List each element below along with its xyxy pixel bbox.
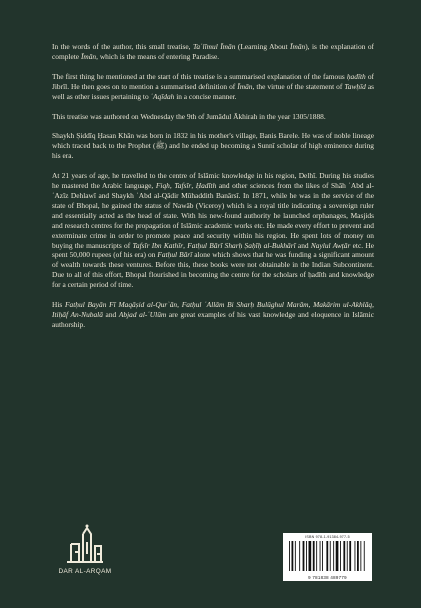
publisher-name: DAR AL-ARQAM [58,568,112,575]
barcode-icon [289,541,366,571]
barcode-digits: 9 781838 489779 [308,575,347,580]
isbn-label: ISBN 978-1-91384-977-5 [305,535,350,539]
arabic-calligraphy-logo-icon [63,524,107,566]
blurb-paragraph: His Fatḥul Bayān Fī Maqāṣid al-Qurʾān, Fatḥul ʿAllām Bi Sharḥ Bulūghul Marām, Makārim ul-Akhlāq, Itiḥāf An-Nubalā and Abjad al-ʿUlūm are great examples of his vast knowledge and eloquence in Islāmic authorship. [52,300,374,329]
blurb-paragraph: The first thing he mentioned at the start of this treatise is a summarised explanation of the famous ḥadīth of Jibrīl. He then goes on to mention a summarised definition of Īmān, the virtue of the statement of Tawḥīd as well as other issues pertaining to ʿAqīdah in a concise manner. [52,71,374,101]
barcode [283,533,372,581]
publisher-logo [56,524,114,584]
blurb-paragraph: In the words of the author, this small treatise, Taʿlīmul Īmān (Learning About Īmān), is the explanation of complete Īmān, which is the means of entering Paradise. [52,42,374,61]
blurb-paragraph: At 21 years of age, he travelled to the centre of Islāmic knowledge in his region, Delhī. During his studies he mastered the Arabic language, Fiqh, Tafsīr, Ḥadīth and other sciences from the likes of Shāh ʿAbd al-ʿAzīz Dehlawī and Shaykh ʿAbd al-Qādir Mūhaddith Banārsī. In 1871, while he was in the service of the state of Bhopal, he gained the status of Nawāb (Viceroy) which is a royal title indicating a sovereign ruler and essentially acted as the head of state. With his new-found authority he launched orphanages, Masjids and research centres for the propagation of Islāmic academic works etc. He made every effort to prevent and exterminate crime in order to promote peace and security within his region. He spent lots of money on buying the manuscripts of Tafsīr Ibn Kathīr, Fatḥul Bārī Sharḥ Ṣaḥīḥ al-Bukhārī and Naylul Awṭār etc. He spent 50,000 rupees (of his era) on Fatḥul Bārī alone which shows that he was funding a significant amount of wealth towards these ventures. Before this, these books were not obtainable in the Indian Subcontinent. Due to all of this effort, Bhopal flourished in becoming the centre for the scholars of ḥadīth and knowledge for a certain period of time. [52,171,374,290]
blurb-text [52,42,374,340]
blurb-paragraph: This treatise was authored on Wednesday the 9th of Jumādul Ākhirah in the year 1305/1888. [52,111,326,121]
blurb-paragraph: Shaykh Ṣiddīq Ḥasan Khān was born in 1832 in his mother's village, Banis Barele. He was of noble lineage which traced back to the Prophet (ﷺ) and he ended up becoming a Sunnī scholar of high eminence during his era. [52,131,374,161]
